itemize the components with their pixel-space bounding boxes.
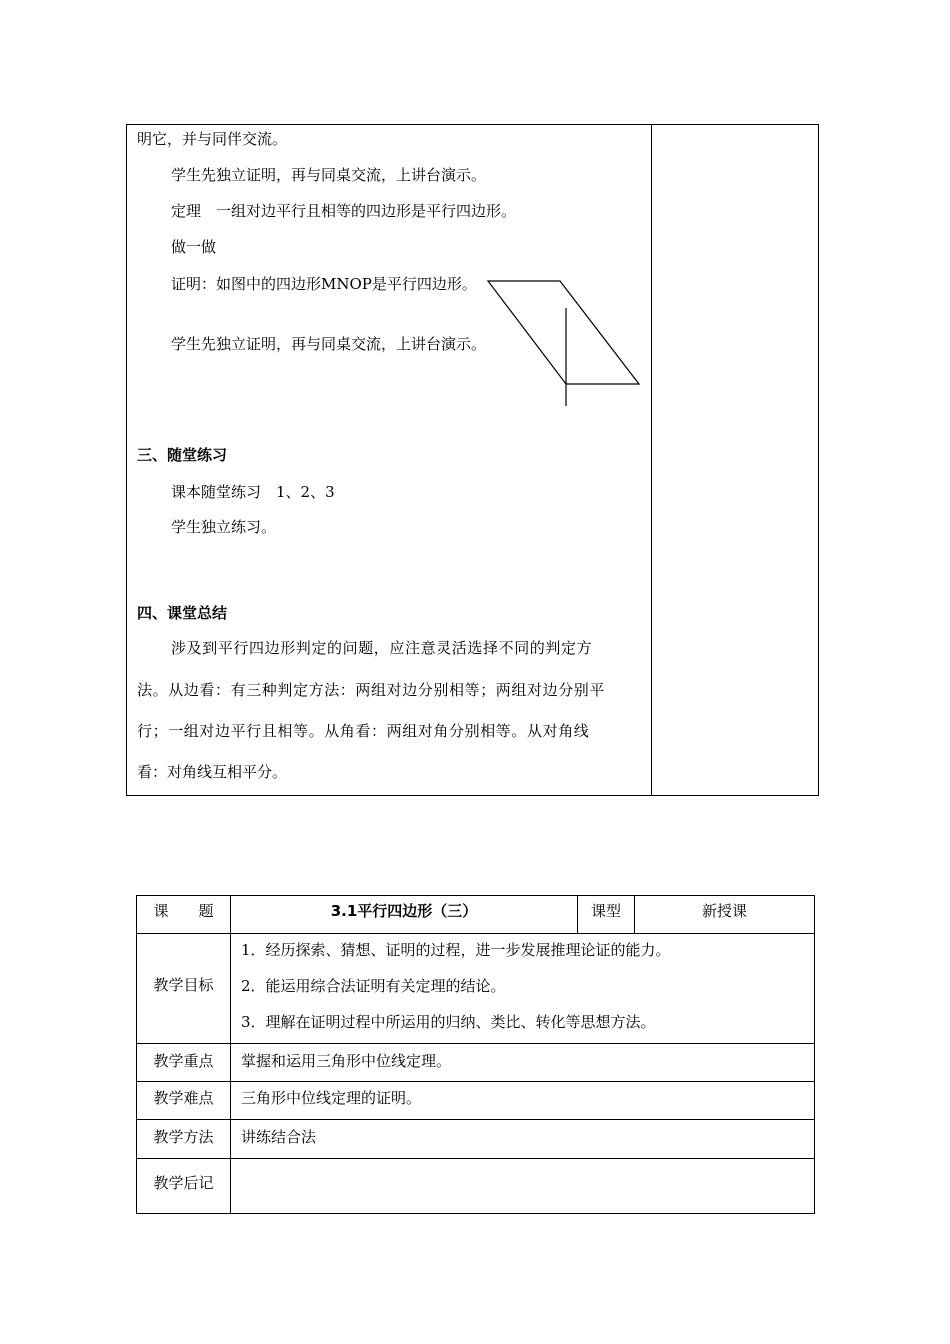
table-row-line-3 [136,1081,815,1082]
paragraph-student-proof-2: 学生先独立证明，再与同桌交流，上讲台演示。 [171,335,487,353]
goal-item-2: 2．能运用综合法证明有关定理的结论。 [241,977,506,995]
key-label: 教学重点 [153,1052,214,1070]
parallelogram-figure [480,274,650,414]
table-border-top [136,895,815,896]
topic-label: 课 题 [153,902,214,920]
upper-table-top-border [126,124,819,125]
practice-line-1: 课本随堂练习 1、2、3 [171,483,335,501]
section-heading-summary: 四、课堂总结 [137,604,228,622]
difficulty-value: 三角形中位线定理的证明。 [241,1089,422,1107]
difficulty-label: 教学难点 [153,1089,214,1107]
parallelogram-mnop [488,281,639,384]
table-border-right [814,895,815,1214]
summary-line-3: 行；一组对边平行且相等。从角看：两组对角分别相等。从对角线 [137,722,590,740]
practice-line-2: 学生独立练习。 [171,518,277,536]
type-label: 课型 [590,902,621,920]
goals-label: 教学目标 [153,976,214,994]
summary-line-1: 涉及到平行四边形判定的问题，应注意灵活选择不同的判定方 [171,639,593,657]
table-row-line-2 [136,1043,815,1044]
paragraph-student-proof-1: 学生先独立证明，再与同桌交流，上讲台演示。 [171,166,487,184]
goal-item-1: 1．经历探索、猜想、证明的过程，进一步发展推理论证的能力。 [241,941,671,959]
section-heading-practice: 三、随堂练习 [137,446,228,464]
upper-table-bottom-border [126,795,819,796]
summary-line-2: 法。从边看：有三种判定方法：两组对边分别相等；两组对边分别平 [137,681,606,699]
paragraph-continuation: 明它，并与同伴交流。 [137,130,288,148]
goal-item-3: 3．理解在证明过程中所运用的归纳、类比、转化等思想方法。 [241,1013,656,1031]
summary-line-4: 看：对角线互相平分。 [137,763,288,781]
upper-table-right-border [818,124,819,796]
type-value: 新授课 [701,902,747,920]
upper-table-left-border [126,124,127,796]
table-row-line-4 [136,1119,815,1120]
paragraph-proof-task: 证明：如图中的四边形MNOP是平行四边形。 [171,275,477,293]
table-border-bottom [136,1213,815,1214]
method-label: 教学方法 [153,1128,214,1146]
key-value: 掌握和运用三角形中位线定理。 [241,1052,452,1070]
paragraph-theorem: 定理 一组对边平行且相等的四边形是平行四边形。 [171,202,517,220]
table-row-line-1 [136,933,815,934]
notes-label: 教学后记 [153,1174,214,1192]
paragraph-try-it: 做一做 [171,238,217,256]
table-col-line-1 [230,895,231,1214]
method-value: 讲练结合法 [241,1128,317,1146]
upper-table-divider [651,124,652,796]
topic-value: 3.1平行四边形（三） [330,902,478,920]
table-row-line-5 [136,1158,815,1159]
